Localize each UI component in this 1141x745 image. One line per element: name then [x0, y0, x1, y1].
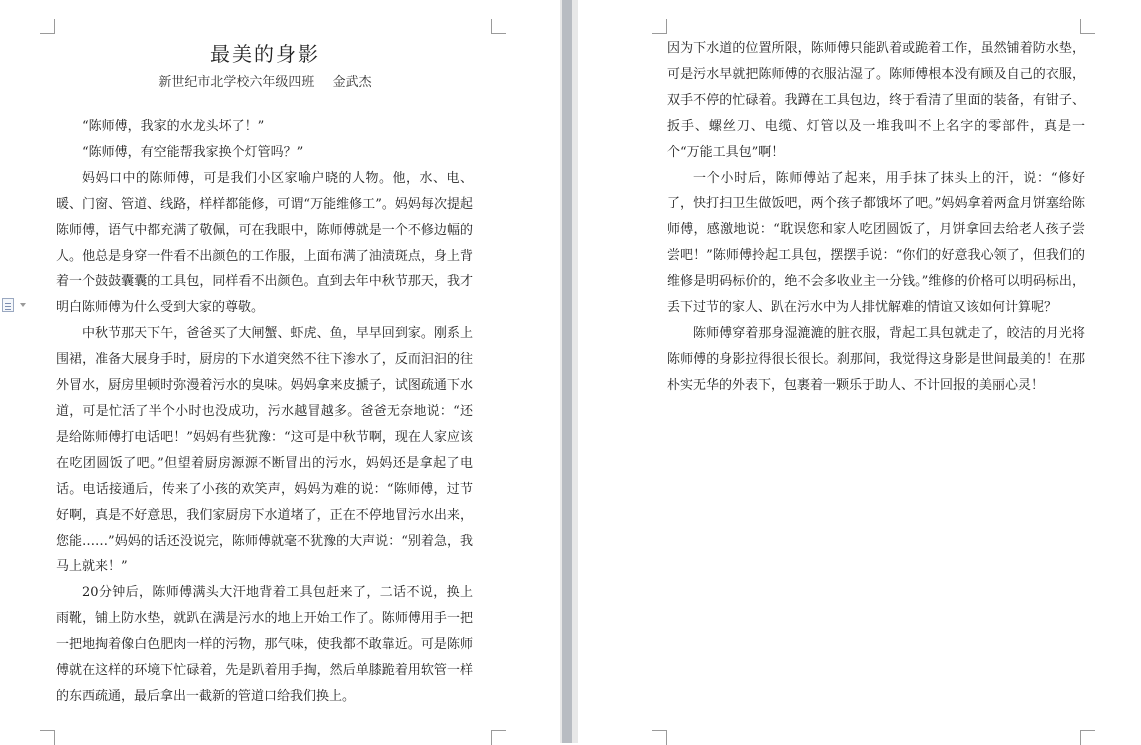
- document-title: 最美的身影: [210, 42, 320, 66]
- right-page-body: [667, 36, 1085, 399]
- crop-mark-top-left: [652, 19, 667, 34]
- document-outline-icon: [2, 298, 14, 312]
- page-gutter: [560, 0, 578, 743]
- paragraph: “陈师傅，我家的水龙头坏了！”: [82, 119, 265, 134]
- left-page-body: [56, 114, 473, 710]
- author-name: 金武杰: [332, 75, 372, 90]
- crop-mark-top-right: [491, 19, 506, 34]
- paragraph: 妈妈口中的陈师傅，可是我们小区家喻户晓的人物。他，水、电、暖、门窗、管道、线路，样样都能修，可谓“万能维修工”。妈妈每次提起陈师傅，语气中都充满了敬佩，可在我眼中，陈师傅就是一个不修边幅的人。他总是身穿一件看不出颜色的工作服，上面布满了油渍斑点，身上背着一个鼓鼓囊囊的工具包，同样看不出颜色。直到去年中秋节那天，我才明白陈师傅为什么受到大家的尊敬。: [56, 170, 473, 316]
- paragraph: 陈师傅穿着那身湿漉漉的脏衣服，背起工具包就走了，皎洁的月光将陈师傅的身影拉得很长很长。刹那间，我觉得这身影是世间最美的！在那朴实无华的外表下，包裹着一颗乐于助人、不计回报的美丽心灵！: [667, 325, 1085, 393]
- paragraph: 因为下水道的位置所限，陈师傅只能趴着或跪着工作，虽然铺着防水垫，可是污水早就把陈师傅的衣服沾湿了。陈师傅根本没有顾及自己的衣服，双手不停的忙碌着。我蹲在工具包边，终于看清了里面的装备，有钳子、扳手、螺丝刀、电缆、灯管以及一堆我叫不上名字的零部件，真是一个“万能工具包”啊！: [667, 41, 1085, 160]
- paragraph: 20分钟后，陈师傅满头大汗地背着工具包赶来了，二话不说，换上雨靴，铺上防水垫，就趴在满是污水的地上开始工作了。陈师傅用手一把一把地掏着像白色肥肉一样的污物，那气味，使我都不敢靠近。可是陈师傅就在这样的环境下忙碌着，先是趴着用手掏，然后单膝跪着用软管一样的东西疏通，最后拿出一截新的管道口给我们换上。: [56, 585, 473, 704]
- document-page-left: [0, 0, 560, 743]
- paragraph: 中秋节那天下午，爸爸买了大闸蟹、虾虎、鱼，早早回到家。刚系上围裙，准备大展身手时，厨房的下水道突然不往下渗水了，反而汩汩的往外冒水，厨房里顿时弥漫着污水的臭味。妈妈拿来皮搋子，试图疏通下水道，可是忙活了半个小时也没成功，污水越冒越多。爸爸无奈地说：“还是给陈师傅打电话吧！”妈妈有些犹豫：“这可是中秋节啊，现在人家应该在吃团圆饭了吧。”但望着厨房源源不断冒出的污水，妈妈还是拿起了电话。电话接通后，传来了小孩的欢笑声，妈妈为难的说：“陈师傅，过节好啊，真是不好意思，我们家厨房下水道堵了，正在不停地冒污水出来，您能……”妈妈的话还没说完，陈师傅就毫不犹豫的大声说：“别着急，我马上就来！”: [56, 326, 473, 575]
- document-byline: [0, 71, 530, 90]
- author-school: 新世纪市北学校六年级四班: [158, 75, 315, 90]
- chevron-down-icon: [20, 303, 26, 307]
- document-page-right: [578, 0, 1141, 743]
- crop-mark-top-left: [40, 19, 55, 34]
- crop-mark-top-right: [1080, 19, 1095, 34]
- navigation-pane-toggle[interactable]: [2, 297, 32, 313]
- paragraph: 一个小时后，陈师傅站了起来，用手抹了抹头上的汗，说：“修好了，快打扫卫生做饭吧，两个孩子都饿坏了吧。”妈妈拿着两盒月饼塞给陈师傅，感激地说：“耽误您和家人吃团圆饭了，月饼拿回去给老人孩子尝尝吧！”陈师傅拎起工具包，摆摆手说：“你们的好意我心领了，但我们的维修是明码标价的，绝不会多收业主一分钱。”维修的价格可以明码标出，丢下过节的家人、趴在污水中为人排忧解难的情谊又该如何计算呢？: [667, 170, 1085, 316]
- paragraph: “陈师傅，有空能帮我家换个灯管吗？”: [82, 144, 304, 160]
